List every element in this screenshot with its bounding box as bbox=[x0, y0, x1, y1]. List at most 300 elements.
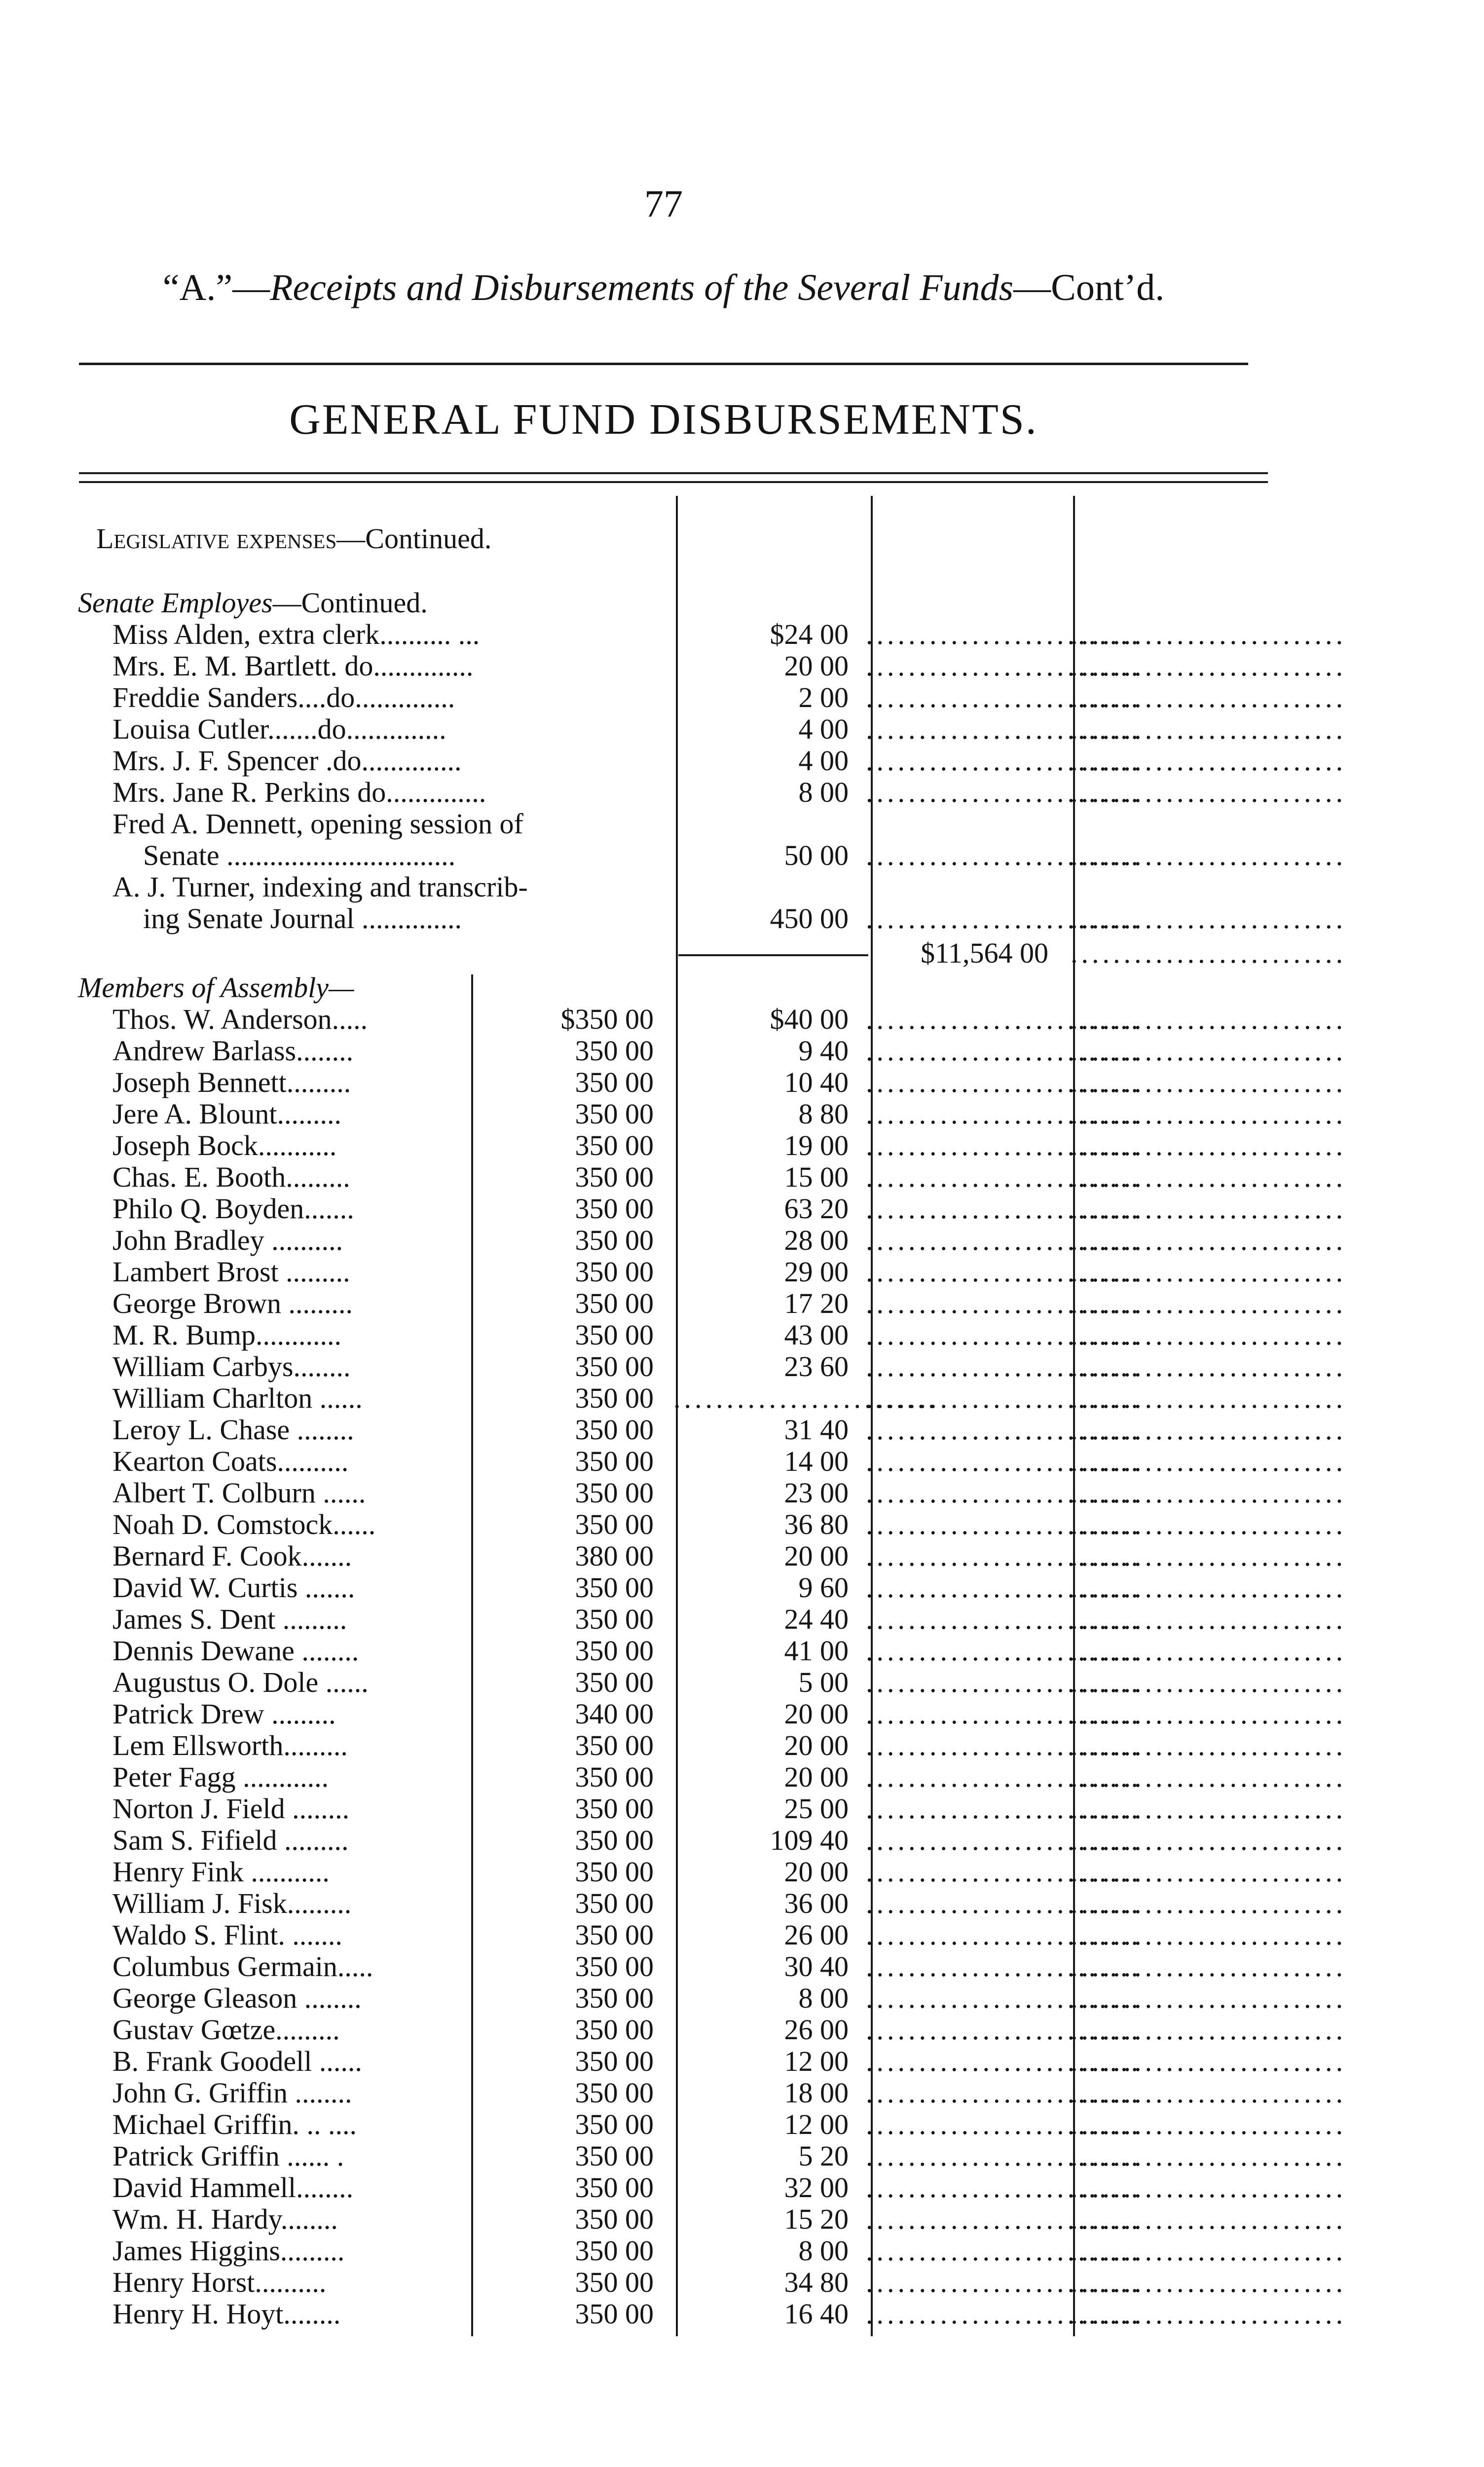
section-title: GENERAL FUND DISBURSEMENTS. bbox=[289, 396, 1038, 444]
member-pay: 350 00 bbox=[575, 1035, 654, 1067]
col2-leader: ......................... bbox=[673, 1382, 939, 1414]
col4-leader: .......................... bbox=[1071, 776, 1346, 808]
col4-leader: .......................... bbox=[1071, 902, 1346, 934]
running-head-prefix: “A.”— bbox=[162, 267, 270, 308]
member-name: Leroy L. Chase ........ bbox=[112, 1414, 354, 1446]
assembly-row bbox=[0, 1698, 1484, 1730]
assembly-row bbox=[0, 1067, 1484, 1098]
senate-entry-name: Mrs. E. M. Bartlett. do.............. bbox=[112, 650, 474, 682]
col4-leader: .......................... bbox=[1071, 1414, 1346, 1446]
member-pay: 350 00 bbox=[575, 1382, 654, 1414]
member-amount: 20 00 bbox=[784, 1698, 849, 1730]
member-amount: 15 00 bbox=[784, 1161, 849, 1193]
member-name: Michael Griffin. .. .... bbox=[112, 2108, 357, 2140]
member-amount: 63 20 bbox=[784, 1193, 849, 1225]
member-name: Gustav Gœtze......... bbox=[112, 2014, 340, 2046]
member-amount: 30 40 bbox=[784, 1950, 849, 1982]
col4-leader: .......................... bbox=[1071, 1066, 1346, 1098]
assembly-row bbox=[0, 2109, 1484, 2140]
senate-entry-amount: 50 00 bbox=[784, 839, 849, 871]
col3-leader: .......................... bbox=[866, 1571, 1142, 1604]
col3-leader: .......................... bbox=[866, 2140, 1142, 2172]
member-amount: 24 40 bbox=[784, 1603, 849, 1635]
member-name: Waldo S. Flint. ....... bbox=[112, 1919, 342, 1951]
member-amount: 36 80 bbox=[784, 1508, 849, 1540]
member-pay: 350 00 bbox=[575, 2014, 654, 2046]
member-pay: 350 00 bbox=[575, 1098, 654, 1130]
member-pay: 350 00 bbox=[575, 1256, 654, 1288]
col3-leader: .......................... bbox=[866, 745, 1142, 777]
col3-leader: .......................... bbox=[866, 902, 1142, 934]
senate-heading-rest: —Continued. bbox=[272, 587, 428, 619]
member-name: John G. Griffin ........ bbox=[112, 2077, 352, 2109]
member-amount: 10 40 bbox=[784, 1066, 849, 1098]
col4-leader: .......................... bbox=[1071, 1729, 1346, 1761]
assembly-row bbox=[0, 2046, 1484, 2077]
legislative-heading bbox=[0, 523, 1484, 555]
member-pay: 350 00 bbox=[575, 1161, 654, 1193]
member-amount: 32 00 bbox=[784, 2171, 849, 2204]
member-amount: 36 00 bbox=[784, 1887, 849, 1919]
legislative-small-caps: Legislative expenses bbox=[96, 523, 337, 555]
member-amount: 5 20 bbox=[798, 2140, 849, 2172]
col3-leader: .......................... bbox=[866, 618, 1142, 650]
col3-leader: .......................... bbox=[866, 1287, 1142, 1319]
col4-leader: .......................... bbox=[1071, 1098, 1346, 1130]
senate-entry-name: Mrs. J. F. Spencer .do.............. bbox=[112, 745, 462, 777]
member-pay: 350 00 bbox=[575, 1982, 654, 2014]
col4-leader: .......................... bbox=[1071, 1382, 1346, 1414]
senate-entry-name: ing Senate Journal .............. bbox=[143, 902, 462, 934]
col3-leader: .......................... bbox=[866, 1919, 1142, 1951]
member-name: B. Frank Goodell ...... bbox=[112, 2045, 362, 2077]
senate-entry-amount: 450 00 bbox=[770, 902, 849, 934]
col3-leader: .......................... bbox=[866, 776, 1142, 808]
col4-leader: .......................... bbox=[1071, 1287, 1346, 1319]
col3-leader: .......................... bbox=[866, 1508, 1142, 1540]
member-pay: 350 00 bbox=[575, 1477, 654, 1509]
col4-leader: .......................... bbox=[1071, 1887, 1346, 1919]
section-double-rule-top bbox=[79, 472, 1268, 474]
member-name: George Gleason ........ bbox=[112, 1982, 362, 2014]
member-amount: 31 40 bbox=[784, 1414, 849, 1446]
col4-leader: .......................... bbox=[1071, 2045, 1346, 2077]
member-pay: 350 00 bbox=[575, 1414, 654, 1446]
col4-leader: .......................... bbox=[1071, 2140, 1346, 2172]
member-amount: 109 40 bbox=[770, 1824, 849, 1856]
col3-leader: .......................... bbox=[866, 2077, 1142, 2109]
assembly-row bbox=[0, 2204, 1484, 2235]
member-pay: 350 00 bbox=[575, 1666, 654, 1698]
col3-leader: .......................... bbox=[866, 2203, 1142, 2235]
member-amount: 23 60 bbox=[784, 1350, 849, 1383]
col3-leader: .......................... bbox=[866, 1982, 1142, 2014]
assembly-row bbox=[0, 1572, 1484, 1604]
col3-leader: .......................... bbox=[866, 1950, 1142, 1982]
member-name: James Higgins......... bbox=[112, 2235, 345, 2267]
member-name: William Carbys........ bbox=[112, 1350, 351, 1383]
senate-entry-name: Louisa Cutler.......do.............. bbox=[112, 713, 446, 745]
member-amount: 19 00 bbox=[784, 1129, 849, 1161]
senate-row bbox=[0, 903, 1484, 934]
member-pay: $350 00 bbox=[560, 1003, 654, 1035]
running-head-suffix: —Cont’d. bbox=[1013, 267, 1165, 308]
member-name: Chas. E. Booth......... bbox=[112, 1161, 350, 1193]
member-pay: 350 00 bbox=[575, 2045, 654, 2077]
senate-row bbox=[0, 808, 1484, 840]
col3-leader: .......................... bbox=[866, 1887, 1142, 1919]
col4-leader: .......................... bbox=[1071, 1698, 1346, 1730]
col3-leader: .......................... bbox=[866, 1035, 1142, 1067]
member-name: Jere A. Blount......... bbox=[112, 1098, 341, 1130]
member-amount: 26 00 bbox=[784, 2014, 849, 2046]
senate-row bbox=[0, 713, 1484, 745]
assembly-row bbox=[0, 1319, 1484, 1351]
col3-leader: .......................... bbox=[866, 713, 1142, 745]
member-name: James S. Dent ......... bbox=[112, 1603, 347, 1635]
col3-leader: .......................... bbox=[866, 2235, 1142, 2267]
assembly-row bbox=[0, 1730, 1484, 1761]
running-head-title: Receipts and Disbursements of the Several Funds bbox=[270, 267, 1014, 308]
member-name: Lambert Brost ......... bbox=[112, 1256, 350, 1288]
col4-leader: .......................... bbox=[1071, 1161, 1346, 1193]
member-pay: 350 00 bbox=[575, 2108, 654, 2140]
member-pay: 350 00 bbox=[575, 1887, 654, 1919]
assembly-row bbox=[0, 2172, 1484, 2204]
col4-leader: .......................... bbox=[1071, 1508, 1346, 1540]
assembly-row bbox=[0, 1414, 1484, 1446]
col4-leader: .......................... bbox=[1071, 937, 1346, 969]
assembly-row bbox=[0, 2267, 1484, 2298]
assembly-row bbox=[0, 1446, 1484, 1477]
member-pay: 350 00 bbox=[575, 1508, 654, 1540]
member-amount: 12 00 bbox=[784, 2108, 849, 2140]
col3-leader: .......................... bbox=[866, 2266, 1142, 2298]
col3-leader: .......................... bbox=[866, 1666, 1142, 1698]
senate-row bbox=[0, 745, 1484, 777]
col4-leader: .......................... bbox=[1071, 1540, 1346, 1572]
member-name: Joseph Bennett......... bbox=[112, 1066, 351, 1098]
member-name: Thos. W. Anderson..... bbox=[112, 1003, 368, 1035]
member-name: David Hammell........ bbox=[112, 2171, 354, 2204]
member-name: John Bradley .......... bbox=[112, 1224, 343, 1256]
member-name: Columbus Germain..... bbox=[112, 1950, 373, 1982]
col3-leader: .......................... bbox=[866, 681, 1142, 713]
col4-leader: .......................... bbox=[1071, 2203, 1346, 2235]
member-amount: 20 00 bbox=[784, 1729, 849, 1761]
assembly-row bbox=[0, 1161, 1484, 1193]
member-amount: 18 00 bbox=[784, 2077, 849, 2109]
col3-leader: .......................... bbox=[866, 1540, 1142, 1572]
member-name: Bernard F. Cook....... bbox=[112, 1540, 352, 1572]
col3-leader: .......................... bbox=[866, 1856, 1142, 1888]
assembly-row bbox=[0, 1667, 1484, 1698]
assembly-row bbox=[0, 2014, 1484, 2046]
col4-leader: .......................... bbox=[1071, 1666, 1346, 1698]
senate-total-row bbox=[0, 937, 1484, 969]
col4-leader: .......................... bbox=[1071, 2235, 1346, 2267]
member-pay: 350 00 bbox=[575, 1950, 654, 1982]
col4-leader: .......................... bbox=[1071, 713, 1346, 745]
member-pay: 350 00 bbox=[575, 2077, 654, 2109]
member-amount: 41 00 bbox=[784, 1635, 849, 1667]
col4-leader: .......................... bbox=[1071, 1761, 1346, 1793]
member-amount: $40 00 bbox=[770, 1003, 849, 1035]
member-amount: 34 80 bbox=[784, 2266, 849, 2298]
senate-entry-name: Mrs. Jane R. Perkins do.............. bbox=[112, 776, 486, 808]
member-pay: 350 00 bbox=[575, 1635, 654, 1667]
col4-leader: .......................... bbox=[1071, 839, 1346, 871]
member-name: M. R. Bump............ bbox=[112, 1319, 342, 1351]
assembly-row bbox=[0, 1351, 1484, 1383]
senate-row bbox=[0, 619, 1484, 650]
senate-row bbox=[0, 777, 1484, 808]
col4-leader: .......................... bbox=[1071, 2266, 1346, 2298]
member-pay: 350 00 bbox=[575, 2298, 654, 2330]
col4-leader: .......................... bbox=[1071, 681, 1346, 713]
col4-leader: .......................... bbox=[1071, 1824, 1346, 1856]
member-name: Kearton Coats.......... bbox=[112, 1445, 349, 1477]
member-amount: 26 00 bbox=[784, 1919, 849, 1951]
assembly-row bbox=[0, 1098, 1484, 1130]
col4-leader: .......................... bbox=[1071, 618, 1346, 650]
member-amount: 16 40 bbox=[784, 2298, 849, 2330]
assembly-row bbox=[0, 1256, 1484, 1288]
col4-leader: .......................... bbox=[1071, 1224, 1346, 1256]
col4-leader: .......................... bbox=[1071, 1445, 1346, 1477]
senate-entry-amount: 4 00 bbox=[798, 745, 849, 777]
senate-heading bbox=[0, 587, 1484, 619]
col3-leader: .......................... bbox=[866, 1761, 1142, 1793]
assembly-row bbox=[0, 2140, 1484, 2172]
col4-leader: .......................... bbox=[1071, 1350, 1346, 1383]
assembly-row bbox=[0, 1761, 1484, 1793]
assembly-row bbox=[0, 1540, 1484, 1572]
member-pay: 350 00 bbox=[575, 1824, 654, 1856]
member-amount: 8 00 bbox=[798, 2235, 849, 2267]
col3-leader: .......................... bbox=[866, 1445, 1142, 1477]
member-amount: 23 00 bbox=[784, 1477, 849, 1509]
assembly-row bbox=[0, 1856, 1484, 1888]
col3-leader: .......................... bbox=[866, 1729, 1142, 1761]
col3-leader: .......................... bbox=[866, 2171, 1142, 2204]
member-name: Andrew Barlass........ bbox=[112, 1035, 354, 1067]
col4-leader: .......................... bbox=[1071, 1477, 1346, 1509]
col4-leader: .......................... bbox=[1071, 2298, 1346, 2330]
member-pay: 350 00 bbox=[575, 2140, 654, 2172]
member-amount: 12 00 bbox=[784, 2045, 849, 2077]
member-name: George Brown ......... bbox=[112, 1287, 353, 1319]
member-pay: 350 00 bbox=[575, 1066, 654, 1098]
senate-entry-name: A. J. Turner, indexing and transcrib- bbox=[112, 871, 528, 903]
member-name: Joseph Bock........... bbox=[112, 1129, 337, 1161]
member-name: Sam S. Fifield ......... bbox=[112, 1824, 349, 1856]
senate-heading-italic: Senate Employes bbox=[78, 587, 273, 619]
member-name: Peter Fagg ............ bbox=[112, 1761, 329, 1793]
legislative-continued: —Continued. bbox=[336, 523, 492, 555]
col3-leader: .......................... bbox=[866, 1414, 1142, 1446]
member-name: Wm. H. Hardy........ bbox=[112, 2203, 338, 2235]
col4-leader: .......................... bbox=[1071, 1603, 1346, 1635]
member-name: Henry Horst.......... bbox=[112, 2266, 327, 2298]
assembly-row bbox=[0, 1004, 1484, 1035]
col3-leader: .......................... bbox=[866, 1098, 1142, 1130]
assembly-row bbox=[0, 1477, 1484, 1509]
assembly-row bbox=[0, 1919, 1484, 1951]
member-pay: 350 00 bbox=[575, 2171, 654, 2204]
assembly-row bbox=[0, 1951, 1484, 1982]
col4-leader: .......................... bbox=[1071, 1256, 1346, 1288]
member-pay: 350 00 bbox=[575, 1193, 654, 1225]
member-amount: 14 00 bbox=[784, 1445, 849, 1477]
col3-leader: .......................... bbox=[866, 1319, 1142, 1351]
member-pay: 350 00 bbox=[575, 2266, 654, 2298]
member-pay: 350 00 bbox=[575, 1571, 654, 1604]
col3-leader: .......................... bbox=[866, 1793, 1142, 1825]
col3-leader: .......................... bbox=[866, 1256, 1142, 1288]
member-pay: 350 00 bbox=[575, 1445, 654, 1477]
member-amount: 8 80 bbox=[798, 1098, 849, 1130]
senate-entry-name: Miss Alden, extra clerk.......... ... bbox=[112, 618, 480, 650]
col4-leader: .......................... bbox=[1071, 1982, 1346, 2014]
col3-leader: .......................... bbox=[866, 1477, 1142, 1509]
assembly-row bbox=[0, 1509, 1484, 1540]
member-name: Henry Fink ........... bbox=[112, 1856, 330, 1888]
assembly-row bbox=[0, 1604, 1484, 1635]
assembly-row bbox=[0, 1035, 1484, 1067]
col4-leader: .......................... bbox=[1071, 2014, 1346, 2046]
col3-leader: .......................... bbox=[866, 1066, 1142, 1098]
member-pay: 380 00 bbox=[575, 1540, 654, 1572]
col4-leader: .......................... bbox=[1071, 1950, 1346, 1982]
col3-leader: .......................... bbox=[866, 1003, 1142, 1035]
member-name: Lem Ellsworth......... bbox=[112, 1729, 348, 1761]
member-name: Augustus O. Dole ...... bbox=[112, 1666, 369, 1698]
member-amount: 20 00 bbox=[784, 1761, 849, 1793]
senate-entry-amount: 4 00 bbox=[798, 713, 849, 745]
section-double-rule-bottom bbox=[79, 481, 1268, 483]
member-amount: 9 40 bbox=[798, 1035, 849, 1067]
col3-leader: .......................... bbox=[866, 1698, 1142, 1730]
member-name: David W. Curtis ....... bbox=[112, 1571, 355, 1604]
senate-row bbox=[0, 840, 1484, 871]
running-head bbox=[0, 266, 1327, 309]
assembly-row bbox=[0, 1793, 1484, 1825]
col3-leader: .......................... bbox=[866, 1635, 1142, 1667]
col4-leader: .......................... bbox=[1071, 1035, 1346, 1067]
col4-leader: .......................... bbox=[1071, 1571, 1346, 1604]
assembly-row bbox=[0, 1130, 1484, 1161]
senate-entry-name: Freddie Sanders....do.............. bbox=[112, 681, 455, 713]
member-pay: 350 00 bbox=[575, 1129, 654, 1161]
col3-leader: .......................... bbox=[866, 1161, 1142, 1193]
member-name: Albert T. Colburn ...... bbox=[112, 1477, 366, 1509]
member-pay: 350 00 bbox=[575, 1603, 654, 1635]
member-name: Dennis Dewane ........ bbox=[112, 1635, 359, 1667]
member-pay: 350 00 bbox=[575, 2235, 654, 2267]
member-pay: 350 00 bbox=[575, 1319, 654, 1351]
assembly-row bbox=[0, 1288, 1484, 1319]
col4-leader: .......................... bbox=[1071, 1129, 1346, 1161]
col3-leader: .......................... bbox=[866, 650, 1142, 682]
col4-leader: .......................... bbox=[1071, 745, 1346, 777]
member-pay: 350 00 bbox=[575, 1761, 654, 1793]
assembly-row bbox=[0, 2235, 1484, 2267]
member-amount: 9 60 bbox=[798, 1571, 849, 1604]
col4-leader: .......................... bbox=[1071, 1919, 1346, 1951]
col3-leader: .......................... bbox=[866, 1193, 1142, 1225]
assembly-heading bbox=[0, 972, 1484, 1004]
header-rule bbox=[79, 363, 1248, 365]
assembly-row bbox=[0, 1225, 1484, 1256]
col4-leader: .......................... bbox=[1071, 1193, 1346, 1225]
col4-leader: .......................... bbox=[1071, 1793, 1346, 1825]
senate-entry-amount: 20 00 bbox=[784, 650, 849, 682]
col3-leader: .......................... bbox=[866, 2298, 1142, 2330]
col3-leader: .......................... bbox=[866, 839, 1142, 871]
col4-leader: .......................... bbox=[1071, 2171, 1346, 2204]
assembly-row bbox=[0, 1982, 1484, 2014]
member-pay: 350 00 bbox=[575, 1856, 654, 1888]
assembly-row bbox=[0, 2077, 1484, 2109]
senate-row bbox=[0, 682, 1484, 713]
senate-entry-amount: $24 00 bbox=[770, 618, 849, 650]
page-number: 77 bbox=[644, 182, 683, 225]
col3-leader: .......................... bbox=[866, 2108, 1142, 2140]
member-amount: 20 00 bbox=[784, 1856, 849, 1888]
member-pay: 350 00 bbox=[575, 1224, 654, 1256]
member-pay: 350 00 bbox=[575, 1729, 654, 1761]
col4-leader: .......................... bbox=[1071, 1319, 1346, 1351]
col3-leader: .......................... bbox=[866, 1824, 1142, 1856]
member-pay: 350 00 bbox=[575, 1287, 654, 1319]
member-amount: 29 00 bbox=[784, 1256, 849, 1288]
col3-leader: .......................... bbox=[866, 1382, 1142, 1414]
col3-leader: .......................... bbox=[866, 1224, 1142, 1256]
senate-entry-name: Fred A. Dennett, opening session of bbox=[112, 808, 523, 840]
member-amount: 20 00 bbox=[784, 1540, 849, 1572]
col4-leader: .......................... bbox=[1071, 1856, 1346, 1888]
member-name: Patrick Griffin ...... . bbox=[112, 2140, 344, 2172]
member-pay: 340 00 bbox=[575, 1698, 654, 1730]
senate-entry-amount: 2 00 bbox=[798, 681, 849, 713]
member-pay: 350 00 bbox=[575, 1919, 654, 1951]
senate-row bbox=[0, 871, 1484, 903]
member-name: William Charlton ...... bbox=[112, 1382, 363, 1414]
col4-leader: .......................... bbox=[1071, 650, 1346, 682]
member-amount: 15 20 bbox=[784, 2203, 849, 2235]
col4-leader: .......................... bbox=[1071, 2077, 1346, 2109]
member-amount: 25 00 bbox=[784, 1793, 849, 1825]
assembly-row bbox=[0, 2298, 1484, 2330]
col3-leader: .......................... bbox=[866, 2045, 1142, 2077]
assembly-row bbox=[0, 1383, 1484, 1414]
member-name: Henry H. Hoyt........ bbox=[112, 2298, 341, 2330]
member-pay: 350 00 bbox=[575, 1350, 654, 1383]
senate-total: $11,564 00 bbox=[921, 937, 1048, 969]
col4-leader: .......................... bbox=[1071, 1635, 1346, 1667]
member-name: Philo Q. Boyden....... bbox=[112, 1193, 354, 1225]
col4-leader: .......................... bbox=[1071, 1003, 1346, 1035]
member-pay: 350 00 bbox=[575, 1793, 654, 1825]
col4-leader: .......................... bbox=[1071, 2108, 1346, 2140]
member-amount: 28 00 bbox=[784, 1224, 849, 1256]
senate-row bbox=[0, 650, 1484, 682]
member-name: Noah D. Comstock...... bbox=[112, 1508, 376, 1540]
assembly-row bbox=[0, 1193, 1484, 1225]
member-amount: 43 00 bbox=[784, 1319, 849, 1351]
col3-leader: .......................... bbox=[866, 1350, 1142, 1383]
